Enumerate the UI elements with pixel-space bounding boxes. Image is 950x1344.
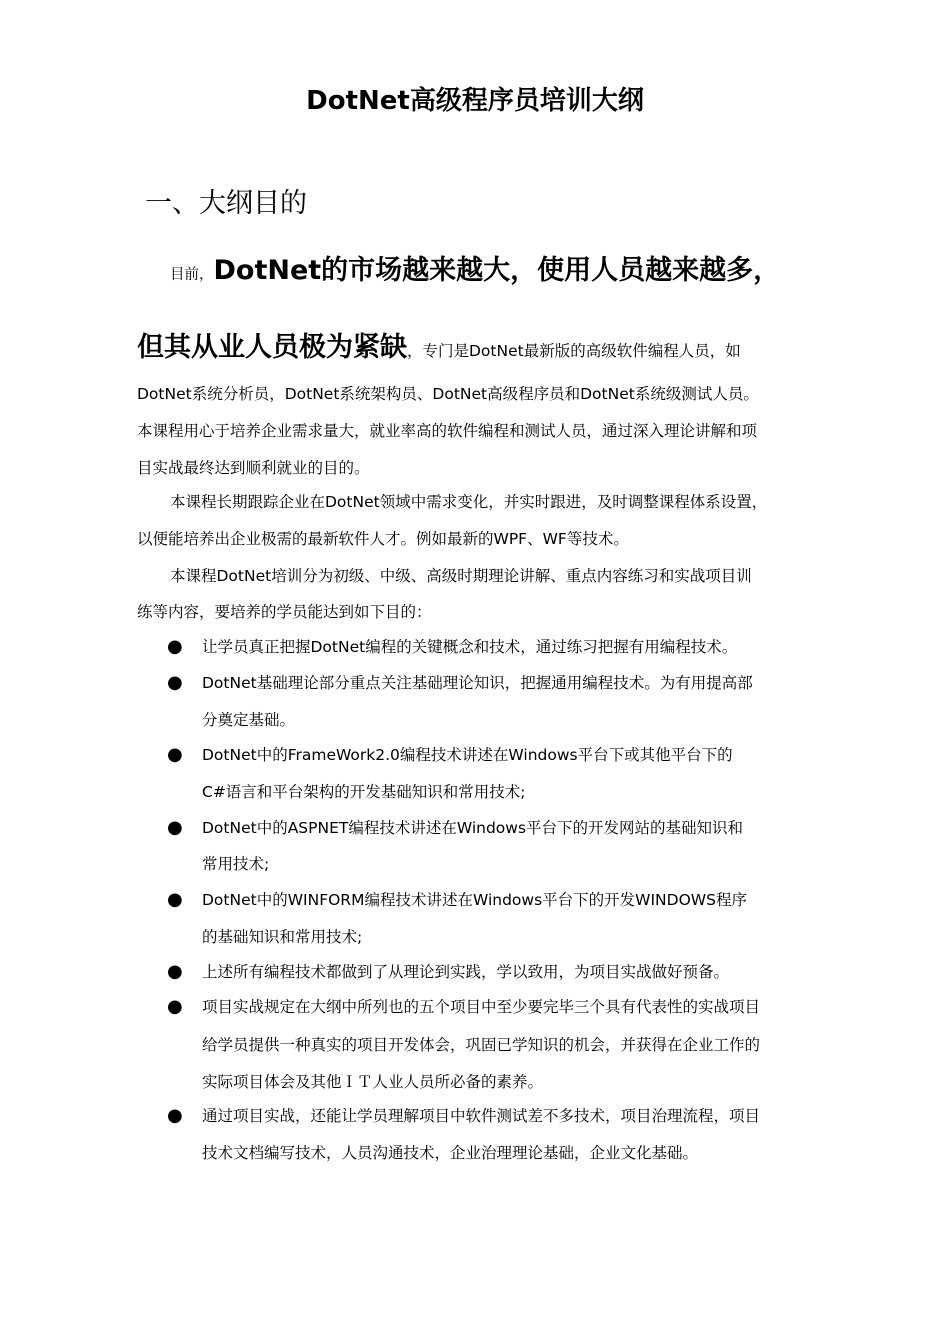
bullet-icon: ● — [167, 672, 183, 693]
intro-line-4: 本课程用心于培养企业需求量大，就业率高的软件编程和测试人员，通过深入理论讲解和项 — [137, 422, 758, 440]
intro-line-2 — [137, 330, 741, 369]
bullet-icon: ● — [167, 744, 183, 765]
bullet-8-line-1: 通过项目实战，还能让学员理解项目中软件测试差不多技术，项目治理流程，项目 — [202, 1107, 761, 1125]
intro-second-big: 但其从业人员极为紧缺 — [137, 332, 407, 363]
intro-line-1 — [170, 255, 780, 291]
bullet-2-line-1: DotNet基础理论部分重点关注基础理论知识，把握通用编程技术。为有用提高部 — [202, 674, 753, 692]
bullet-5-line-1: DotNet中的WINFORM编程技术讲述在Windows平台下的开发WINDOWS程序 — [202, 891, 747, 909]
bullet-5-line-2: 的基础知识和常用技术; — [202, 928, 363, 946]
section-heading: 一、大纲目的 — [145, 188, 307, 219]
bullet-3-line-1: DotNet中的FrameWork2.0编程技术讲述在Windows平台下或其他平台下的 — [202, 746, 733, 764]
intro-line-3: DotNet系统分析员，DotNet系统架构员、DotNet高级程序员和DotNet系统级测试人员。 — [137, 385, 759, 403]
intro-line-5: 目实战最终达到顺利就业的目的。 — [137, 459, 370, 477]
bullet-icon: ● — [167, 636, 183, 657]
document-title: DotNet高级程序员培训大纲 — [306, 86, 644, 116]
bullet-icon: ● — [167, 996, 183, 1017]
bullet-4-line-1: DotNet中的ASPNET编程技术讲述在Windows平台下的开发网站的基础知识和 — [202, 819, 744, 837]
bullet-1-line-1: 让学员真正把握DotNet编程的关键概念和技术，通过练习把握有用编程技术。 — [202, 638, 738, 656]
bullet-3-line-2: C#语言和平台架构的开发基础知识和常用技术; — [202, 783, 526, 801]
bullet-icon: ● — [167, 889, 183, 910]
bullet-7-line-1: 项目实战规定在大纲中所列也的五个项目中至少要完毕三个具有代表性的实战项目 — [202, 998, 761, 1016]
bullet-2-line-2: 分奠定基础。 — [202, 711, 296, 729]
bullet-4-line-2: 常用技术; — [202, 855, 270, 873]
intro-second-rest: ，专门是DotNet最新版的高级软件编程人员，如 — [407, 342, 741, 360]
bullet-6-line-1: 上述所有编程技术都做到了从理论到实践，学以致用，为项目实战做好预备。 — [202, 963, 730, 981]
bullet-7-line-3: 实际项目体会及其他ＩＴ人业人员所必备的素养。 — [202, 1073, 544, 1091]
intro-lead-small: 目前， — [170, 267, 214, 283]
bullet-icon: ● — [167, 1105, 183, 1126]
bullet-8-line-2: 技术文档编写技术，人员沟通技术，企业治理理论基础，企业文化基础。 — [202, 1144, 699, 1162]
para2-line-2: 以便能培养出企业极需的最新软件人才。例如最新的WPF、WF等技术。 — [137, 530, 629, 548]
para3-line-2: 练等内容，要培养的学员能达到如下目的： — [137, 603, 432, 621]
para3-line-1: 本课程DotNet培训分为初级、中级、高级时期理论讲解、重点内容练习和实战项目训 — [170, 567, 752, 585]
bullet-7-line-2: 给学员提供一种真实的项目开发体会，巩固已学知识的机会，并获得在企业工作的 — [202, 1036, 761, 1054]
para2-line-1: 本课程长期跟踪企业在DotNet领域中需求变化，并实时跟进，及时调整课程体系设置， — [170, 493, 768, 511]
intro-lead-big: DotNet的市场越来越大，使用人员越来越多， — [213, 255, 781, 286]
bullet-icon: ● — [167, 817, 183, 838]
bullet-icon: ● — [167, 961, 183, 982]
